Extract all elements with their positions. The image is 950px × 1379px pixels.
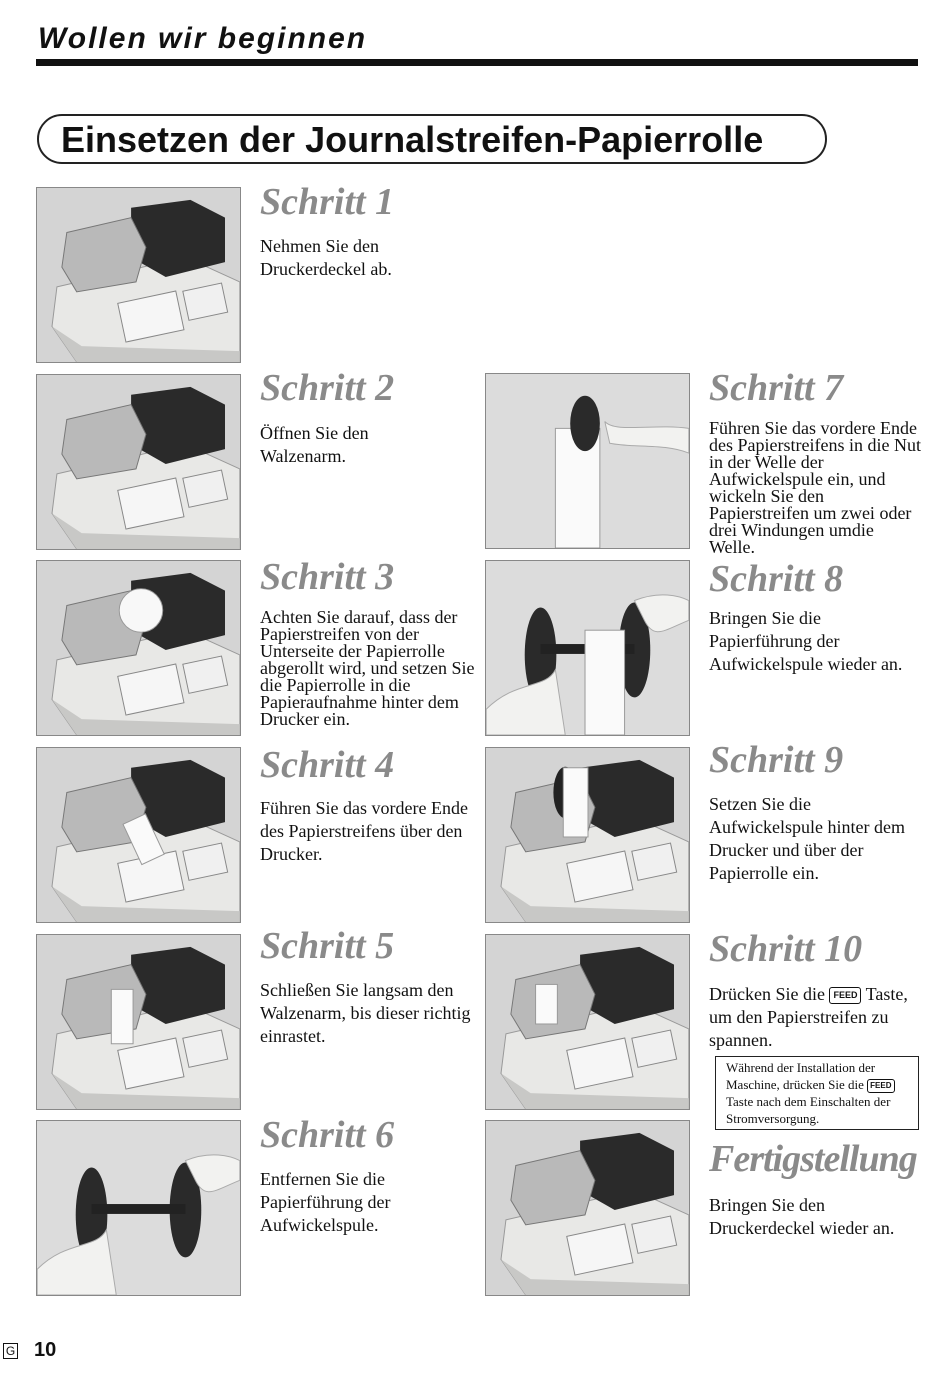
step-5-photo xyxy=(36,934,241,1110)
note-text-after: Taste nach dem Einschalten der Stromversorgung. xyxy=(726,1094,891,1126)
register-cover-photo xyxy=(486,1121,689,1295)
close-arm-photo xyxy=(37,935,240,1109)
spool-insert-photo xyxy=(486,748,689,922)
step-6-photo xyxy=(36,1120,241,1296)
step-9-text: Setzen Sie die Aufwickelspule hinter dem Drucker und über der Papierrolle ein. xyxy=(709,794,905,883)
step-8-title: Schritt 8 xyxy=(709,558,844,600)
step-8-text: Bringen Sie die Papierführung der Aufwickelspule wieder an. xyxy=(709,608,903,674)
step-4-title: Schritt 4 xyxy=(260,744,395,786)
step-3-text: Achten Sie darauf, dass der Papierstreifen von der Unterseite der Papierrolle abgerollt wird, und setzen Sie die Papierrolle in die Papieraufnahme hinter dem Drucker ein. xyxy=(260,607,475,729)
step-6-text: Entfernen Sie die Papierführung der Aufwickelspule. xyxy=(260,1169,391,1235)
step-10-title: Schritt 10 xyxy=(709,928,863,970)
step-4-photo xyxy=(36,747,241,923)
paper-feed-photo xyxy=(37,748,240,922)
step-2-title: Schritt 2 xyxy=(260,367,395,409)
feed-key-icon: FEED xyxy=(829,987,861,1004)
step-3-title: Schritt 3 xyxy=(260,556,395,598)
step-7-photo xyxy=(485,373,690,549)
step-6-title: Schritt 6 xyxy=(260,1114,395,1156)
spool-wind-photo xyxy=(486,374,689,548)
spool-guide-photo xyxy=(486,561,689,735)
section-title: Wollen wir beginnen xyxy=(38,22,368,55)
step-9-title: Schritt 9 xyxy=(709,739,844,781)
language-indicator: G xyxy=(3,1343,18,1359)
step-3-photo xyxy=(36,560,241,736)
step-1-text: Nehmen Sie den Druckerdeckel ab. xyxy=(260,236,392,279)
page-heading-box xyxy=(37,114,827,164)
cash-register-cover-photo xyxy=(37,188,240,362)
step-10-text-after: Taste, um den Papierstreifen zu spannen. xyxy=(709,984,908,1050)
step-10-photo xyxy=(485,934,690,1110)
spool-photo xyxy=(37,1121,240,1295)
step-1-title: Schritt 1 xyxy=(260,181,395,223)
page-heading: Einsetzen der Journalstreifen-Papierrolle xyxy=(61,119,764,160)
step-5-title: Schritt 5 xyxy=(260,925,395,967)
register-feed-photo xyxy=(486,935,689,1109)
step-9-photo xyxy=(485,747,690,923)
header-rule xyxy=(36,59,918,66)
note-feed-key-icon: FEED xyxy=(867,1079,894,1093)
completion-text: Bringen Sie den Druckerdeckel wieder an. xyxy=(709,1195,895,1238)
step-5-text: Schließen Sie langsam den Walzenarm, bis dieser richtig einrastet. xyxy=(260,980,471,1046)
installation-note xyxy=(715,1056,919,1130)
paper-roll-photo xyxy=(37,561,240,735)
step-2-photo xyxy=(36,374,241,550)
step-10-text-before: Drücken Sie die xyxy=(709,984,825,1004)
page-number: 10 xyxy=(34,1339,57,1361)
cash-register-arm-photo xyxy=(37,375,240,549)
step-7-text: Führen Sie das vordere Ende des Papierstreifens in die Nut in der Welle der Aufwickelspule ein, und wickeln Sie den Papierstreifen um zwei oder drei Windungen umdie Welle. xyxy=(709,418,921,557)
step-7-title: Schritt 7 xyxy=(709,367,844,409)
step-8-photo xyxy=(485,560,690,736)
completion-title: Fertigstellung xyxy=(709,1138,917,1180)
completion-photo xyxy=(485,1120,690,1296)
note-text-before: Während der Installation der Maschine, drücken Sie die xyxy=(726,1060,876,1092)
step-2-text: Öffnen Sie den Walzenarm. xyxy=(260,423,369,466)
step-4-text: Führen Sie das vordere Ende des Papierstreifens über den Drucker. xyxy=(260,798,468,864)
step-10-text xyxy=(709,983,924,1052)
step-1-photo xyxy=(36,187,241,363)
